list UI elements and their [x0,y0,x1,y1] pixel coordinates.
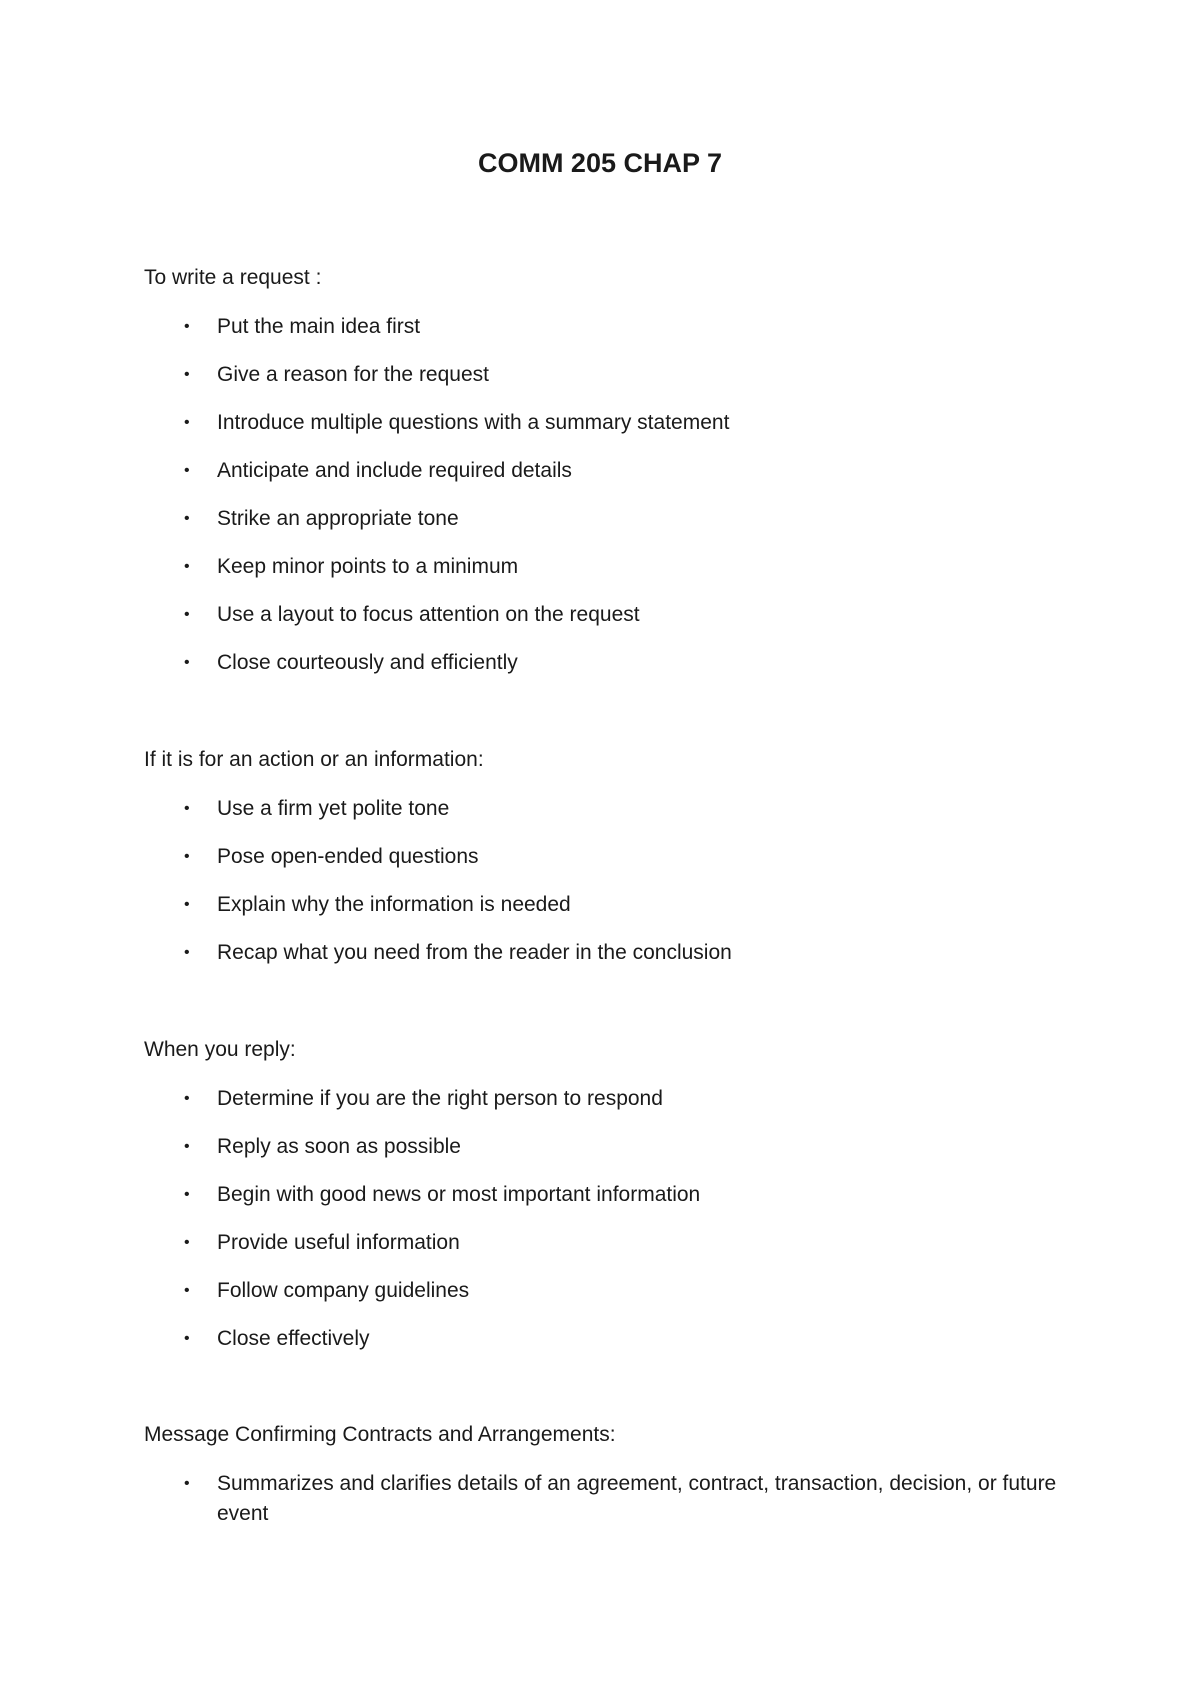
list-item-text: Give a reason for the request [217,363,489,386]
list-item [144,312,1064,342]
list-item-text: Use a layout to focus attention on the request [217,603,640,626]
list-item-text: Introduce multiple questions with a summary statement [217,411,730,434]
list-item-text: Close courteously and efficiently [217,651,518,674]
bullet-icon: • [184,318,190,335]
list-item [144,1084,1064,1114]
list-item [144,1469,1064,1529]
list-item [144,890,1064,920]
list-item [144,360,1064,390]
list-item-text: Summarizes and clarifies details of an agreement, contract, transaction, decision, or future event [217,1472,1057,1525]
list-item [144,1324,1064,1354]
list-item-text: Determine if you are the right person to respond [217,1087,663,1110]
bullet-icon: • [184,944,190,961]
bullet-icon: • [184,654,190,671]
list-item [144,456,1064,486]
list-item-text: Keep minor points to a minimum [217,555,519,578]
list-item-text: Pose open-ended questions [217,845,479,868]
list-item [144,1276,1064,1306]
section-heading: To write a request : [144,266,322,289]
bullet-icon: • [184,606,190,623]
bullet-icon: • [184,1090,190,1107]
list-item-text: Use a firm yet polite tone [217,797,450,820]
list-item [144,842,1064,872]
list-item-text: Begin with good news or most important information [217,1183,701,1206]
section-write-request [144,264,1064,678]
bullet-icon: • [184,848,190,865]
list-item-text: Close effectively [217,1327,370,1350]
list-item-text: Recap what you need from the reader in the conclusion [217,941,732,964]
section-action-information [144,746,1064,968]
bullet-icon: • [184,558,190,575]
list-item-text: Anticipate and include required details [217,459,572,482]
list-item [144,648,1064,678]
list-item-text: Put the main idea first [217,315,421,338]
section-heading: Message Confirming Contracts and Arrangements: [144,1423,616,1446]
section-confirming-contracts [144,1421,1064,1529]
bullet-icon: • [184,366,190,383]
bullet-icon: • [184,1475,190,1492]
bullet-icon: • [184,1330,190,1347]
bullet-icon: • [184,800,190,817]
list-item [144,794,1064,824]
bullet-icon: • [184,510,190,527]
bullet-list [144,312,1064,678]
list-item [144,1132,1064,1162]
bullet-icon: • [184,896,190,913]
document-title: COMM 205 CHAP 7 [477,148,723,178]
bullet-icon: • [184,1234,190,1251]
bullet-icon: • [184,1282,190,1299]
bullet-list [144,794,1064,968]
list-item [144,600,1064,630]
list-item [144,1228,1064,1258]
section-heading: If it is for an action or an information: [144,748,484,771]
bullet-list [144,1084,1064,1354]
bullet-icon: • [184,1138,190,1155]
list-item-text: Provide useful information [217,1231,460,1254]
list-item [144,552,1064,582]
bullet-icon: • [184,1186,190,1203]
list-item-text: Explain why the information is needed [217,893,571,916]
list-item [144,1180,1064,1210]
bullet-icon: • [184,462,190,479]
list-item [144,408,1064,438]
list-item-text: Reply as soon as possible [217,1135,461,1158]
list-item-text: Strike an appropriate tone [217,507,459,530]
bullet-icon: • [184,414,190,431]
list-item [144,938,1064,968]
bullet-list [144,1469,1064,1529]
section-when-reply [144,1036,1064,1354]
section-heading: When you reply: [144,1038,296,1061]
list-item-text: Follow company guidelines [217,1279,470,1302]
list-item [144,504,1064,534]
